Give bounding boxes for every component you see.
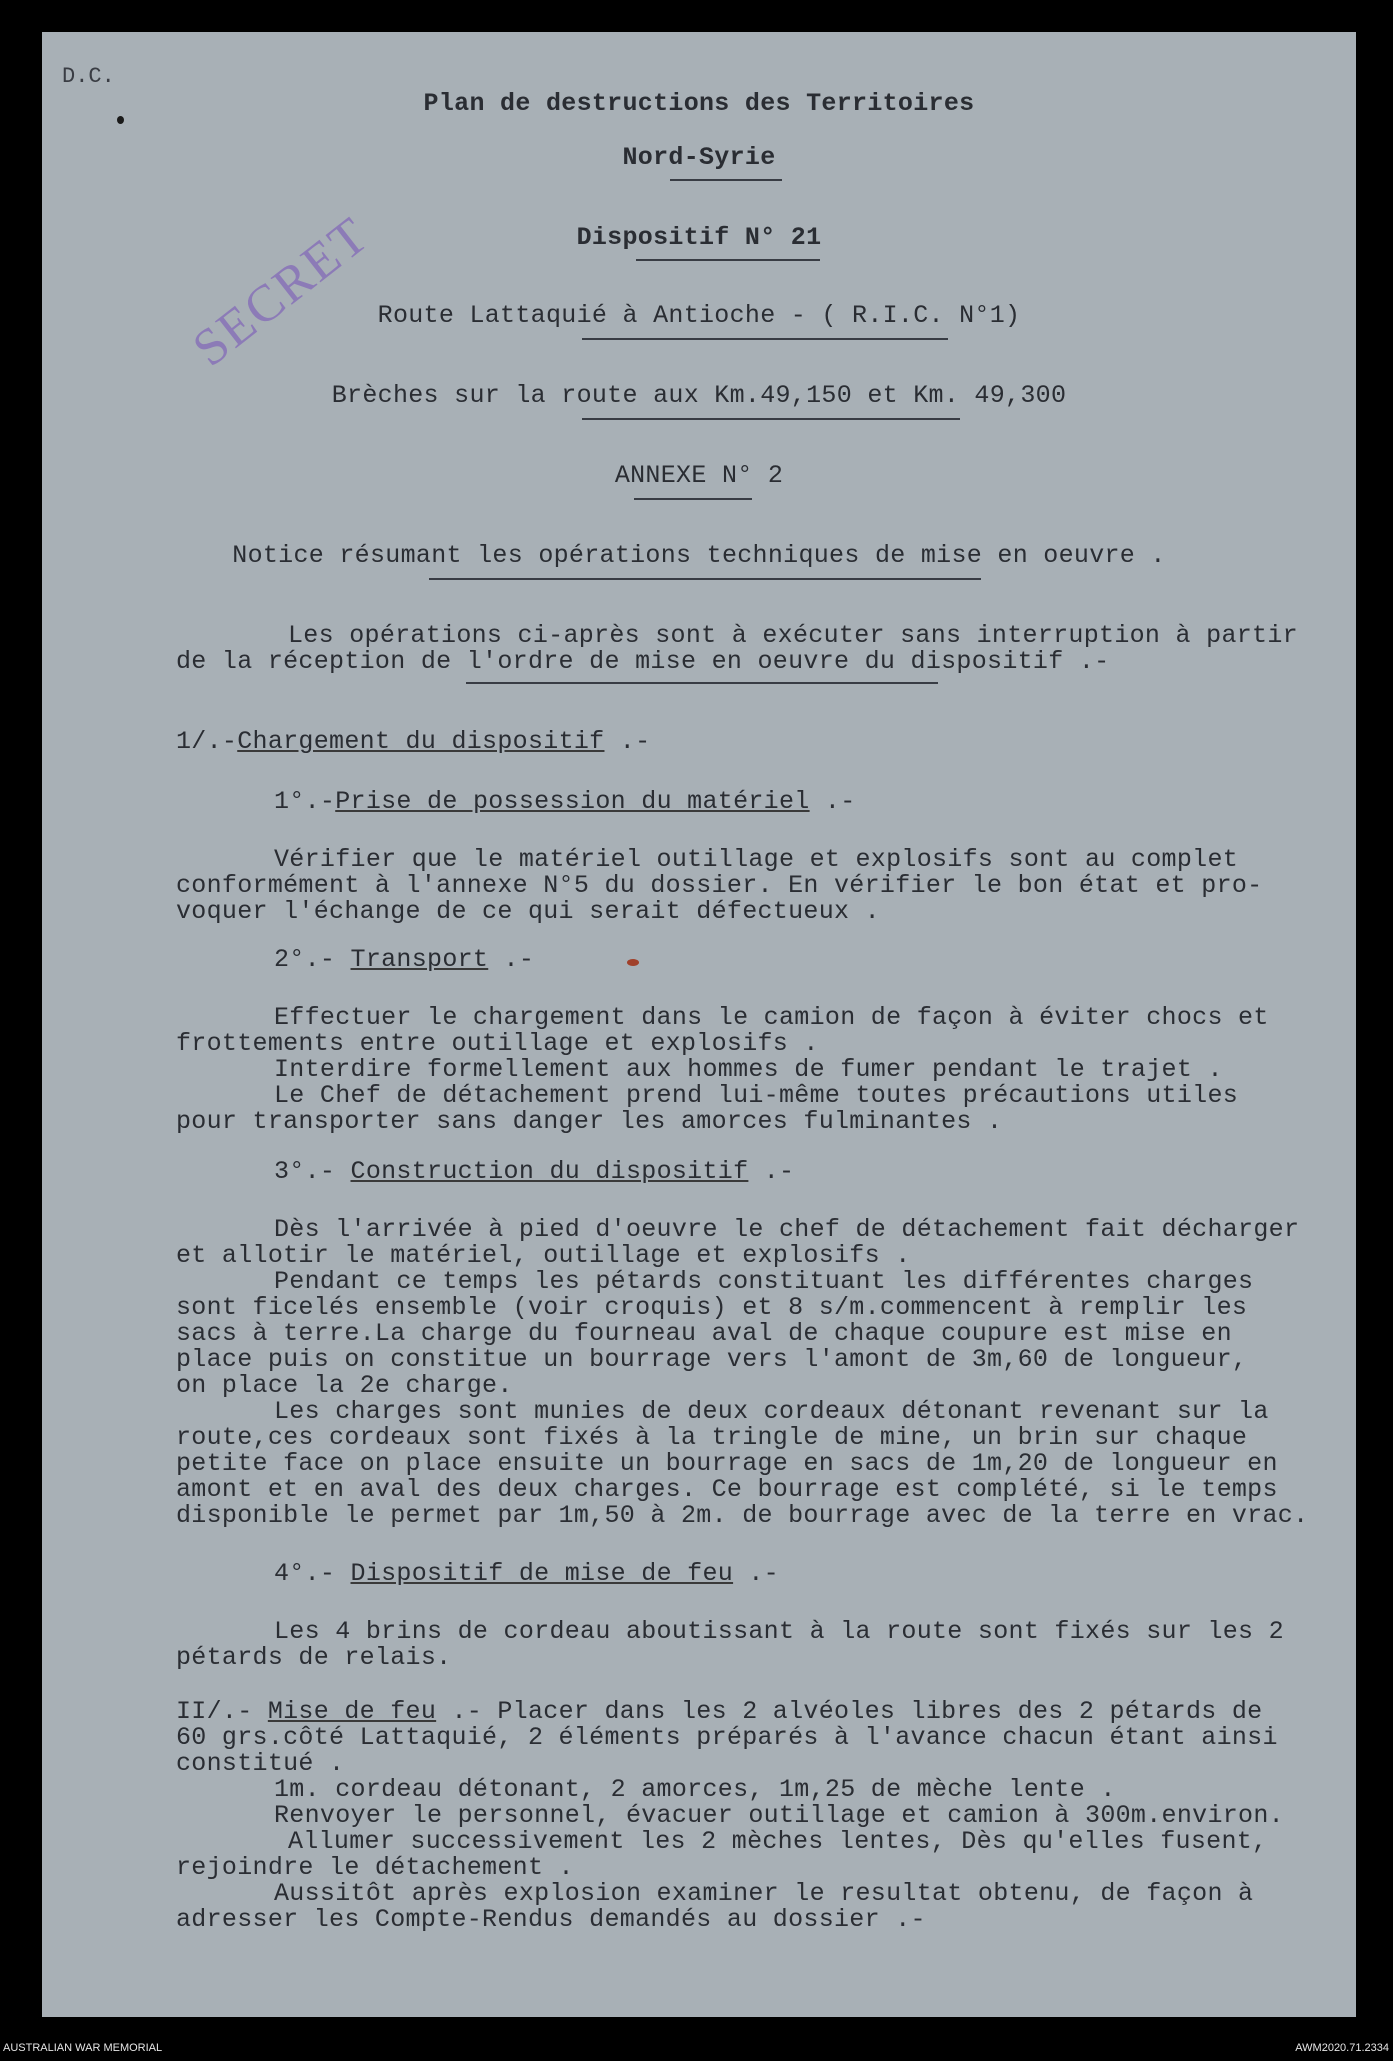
paragraph-line: adresser les Compte-Rendus demandés au dossier .- [176, 1905, 926, 1934]
footer-reference: AWM2020.71.2334 [1295, 2042, 1389, 2054]
divider [466, 682, 938, 684]
secret-stamp: SECRET [182, 206, 380, 378]
intro-line-2: de la réception de l'ordre de mise en oeuvre du dispositif .- [176, 647, 1110, 676]
annexe-heading: ANNEXE N° 2 [614, 461, 784, 490]
paragraph-line: Dès l'arrivée à pied d'oeuvre le chef de détachement fait décharger [274, 1215, 1300, 1244]
paragraph-line: on place la 2e charge. [176, 1371, 513, 1400]
paragraph-line: constitué . [176, 1749, 345, 1778]
paragraph-line: rejoindre le détachement . [176, 1853, 574, 1882]
paragraph-line: Allumer successivement les 2 mèches lentes, Dès qu'elles fusent, [288, 1827, 1268, 1856]
notice-heading: Notice résumant les opérations techniques de mise en oeuvre . [232, 541, 1166, 570]
paragraph-line: voquer l'échange de ce qui serait défectueux . [176, 897, 880, 926]
paragraph-line: amont et en aval des deux charges. Ce bourrage est complété, si le temps [176, 1475, 1278, 1504]
breches-heading: Brèches sur la route aux Km.49,150 et Km. 49,300 [331, 381, 1067, 410]
paragraph-line: conformément à l'annexe N°5 du dossier. En vérifier le bon état et pro- [176, 871, 1263, 900]
paragraph-line: sont ficelés ensemble (voir croquis) et 8 s/m.commencent à remplir les [176, 1293, 1248, 1322]
document-subtitle: Nord-Syrie [622, 143, 776, 172]
divider [582, 418, 960, 420]
subsection-1-heading: 1°.-Prise de possession du matériel .- [274, 787, 856, 816]
paragraph-line: place puis on constitue un bourrage vers l'amont de 3m,60 de longueur, [176, 1345, 1248, 1374]
divider [634, 498, 752, 500]
section-1-heading: 1/.-Chargement du dispositif .- [176, 727, 651, 756]
paragraph-line: Interdire formellement aux hommes de fumer pendant le trajet . [274, 1055, 1223, 1084]
paragraph-line: Les 4 brins de cordeau aboutissant à la route sont fixés sur les 2 [274, 1617, 1284, 1646]
paragraph-line: petite face on place ensuite un bourrage en sacs de 1m,20 de longueur en [176, 1449, 1278, 1478]
paragraph-line: Effectuer le chargement dans le camion de façon à éviter chocs et [274, 1003, 1269, 1032]
paragraph-line: Vérifier que le matériel outillage et explosifs sont au complet [274, 845, 1239, 874]
ink-spot [117, 116, 124, 124]
divider [636, 259, 820, 261]
paragraph-line: route,ces cordeaux sont fixés à la tringle de mine, un brin sur chaque [176, 1423, 1248, 1452]
paragraph-line: frottements entre outillage et explosifs . [176, 1029, 819, 1058]
divider [670, 179, 782, 181]
subsection-3-heading: 3°.- Construction du dispositif .- [274, 1157, 795, 1186]
route-heading: Route Lattaquié à Antioche - ( R.I.C. N°1) [377, 301, 1021, 330]
paragraph-line: Pendant ce temps les pétards constituant les différentes charges [274, 1267, 1254, 1296]
paragraph-line: 1m. cordeau détonant, 2 amorces, 1m,25 de mèche lente . [274, 1775, 1116, 1804]
document-page [42, 32, 1356, 2017]
paragraph-line: Aussitôt après explosion examiner le resultat obtenu, de façon à [274, 1879, 1254, 1908]
intro-line-1: Les opérations ci-après sont à exécuter sans interruption à partir [288, 621, 1298, 650]
paragraph-line: Le Chef de détachement prend lui-même toutes précautions utiles [274, 1081, 1239, 1110]
paragraph-line: Les charges sont munies de deux cordeaux détonant revenant sur la [274, 1397, 1269, 1426]
paragraph-line: Renvoyer le personnel, évacuer outillage et camion à 300m.environ. [274, 1801, 1284, 1830]
paragraph-line: et allotir le matériel, outillage et explosifs . [176, 1241, 911, 1270]
corner-mark: D.C. [62, 64, 115, 89]
paragraph-line: 60 grs.côté Lattaquié, 2 éléments préparés à l'avance chacun étant ainsi [176, 1723, 1278, 1752]
dispositif-number: Dispositif N° 21 [576, 223, 822, 252]
footer-credit: AUSTRALIAN WAR MEMORIAL [3, 2042, 163, 2054]
paragraph-line: disponible le permet par 1m,50 à 2m. de bourrage avec de la terre en vrac. [176, 1501, 1309, 1530]
divider [582, 338, 948, 340]
paragraph-line: pour transporter sans danger les amorces fulminantes . [176, 1107, 1003, 1136]
divider [429, 578, 981, 580]
paragraph-line: pétards de relais. [176, 1643, 452, 1672]
paragraph-line: sacs à terre.La charge du fourneau aval de chaque coupure est mise en [176, 1319, 1232, 1348]
document-title: Plan de destructions des Territoires [423, 89, 975, 118]
subsection-4-heading: 4°.- Dispositif de mise de feu .- [274, 1559, 779, 1588]
red-ink-spot [627, 959, 639, 966]
subsection-2-heading: 2°.- Transport .- [274, 945, 535, 974]
section-2-heading: II/.- Mise de feu .- Placer dans les 2 alvéoles libres des 2 pétards de [176, 1697, 1263, 1726]
